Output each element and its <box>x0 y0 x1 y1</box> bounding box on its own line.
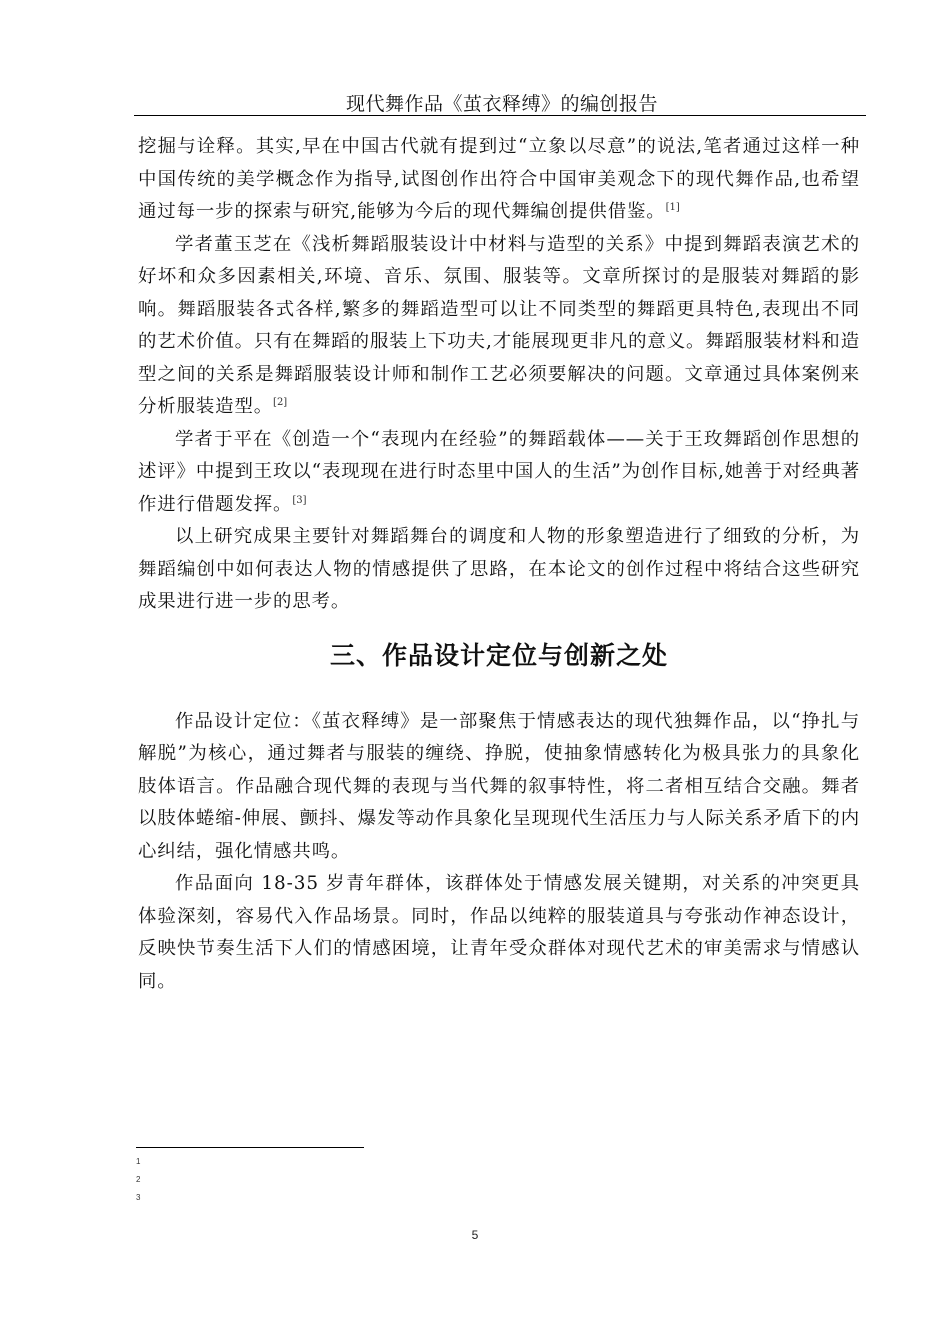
page-number: 5 <box>471 1228 479 1242</box>
paragraph-2 <box>138 229 860 424</box>
paragraph-3-text: 学者于平在《创造一个“表现内在经验”的舞蹈载体——关于王玫舞蹈创作思想的述评》中提到王玫以“表现现在进行时态里中国人的生活”为创作目标,她善于对经典著作进行借题发挥。 <box>138 428 860 515</box>
header-rule <box>134 115 866 116</box>
citation-ref-2[interactable]: [2] <box>273 396 288 408</box>
footnote-rule <box>136 1147 364 1148</box>
paragraph-3 <box>138 424 860 522</box>
footnote-item: 3 <box>136 1193 141 1202</box>
paragraph-1 <box>138 131 860 229</box>
paragraph-1-text: 挖掘与诠释。其实,早在中国古代就有提到过“立象以尽意”的说法,笔者通过这样一种中国传统的美学概念作为指导,试图创作出符合中国审美观念下的现代舞作品,也希望通过每一步的探索与研究,能够为今后的现代舞编创提供借鉴。 <box>138 136 860 222</box>
running-header: 现代舞作品《茧衣释缚》的编创报告 <box>345 93 658 115</box>
citation-ref-1[interactable]: [1] <box>665 201 680 213</box>
paragraph-6: 作品面向 18-35 岁青年群体，该群体处于情感发展关键期，对关系的冲突更具体验深刻，容易代入作品场景。同时，作品以纯粹的服装道具与夸张动作神态设计，反映快节奏生活下人们的情感困境，让青年受众群体对现代艺术的审美需求与情感认同。 <box>138 873 860 992</box>
paragraph-5: 作品设计定位：《茧衣释缚》是一部聚焦于情感表达的现代独舞作品，以“挣扎与解脱”为核心，通过舞者与服装的缠绕、挣脱，使抽象情感转化为极具张力的具象化肢体语言。作品融合现代舞的表现与当代舞的叙事特性，将二者相互结合交融。舞者以肢体蜷缩-伸展、颤抖、爆发等动作具象化呈现现代生活压力与人际关系矛盾下的内心纠结，强化情感共鸣。 <box>138 710 860 862</box>
footnotes <box>136 1153 140 1207</box>
section-title: 三、作品设计定位与创新之处 <box>329 640 668 670</box>
footnote-item: 2 <box>136 1175 141 1184</box>
paragraph-2-text: 学者董玉芝在《浅析舞蹈服装设计中材料与造型的关系》中提到舞蹈表演艺术的好坏和众多因素相关,环境、音乐、氛围、服装等。文章所探讨的是服装对舞蹈的影响。舞蹈服装各式各样,繁多的舞蹈造型可以让不同类型的舞蹈更具特色,表现出不同的艺术价值。只有在舞蹈的服装上下功夫,才能展现更非凡的意义。舞蹈服装材料和造型之间的关系是舞蹈服装设计师和制作工艺必须要解决的问题。文章通过具体案例来分析服装造型。 <box>138 233 860 417</box>
footnote-item: 1 <box>136 1157 141 1166</box>
paragraph-4: 以上研究成果主要针对舞蹈舞台的调度和人物的形象塑造进行了细致的分析，为舞蹈编创中如何表达人物的情感提供了思路，在本论文的创作过程中将结合这些研究成果进行进一步的思考。 <box>138 526 860 612</box>
body-text <box>138 131 860 998</box>
citation-ref-3[interactable]: [3] <box>292 494 307 506</box>
